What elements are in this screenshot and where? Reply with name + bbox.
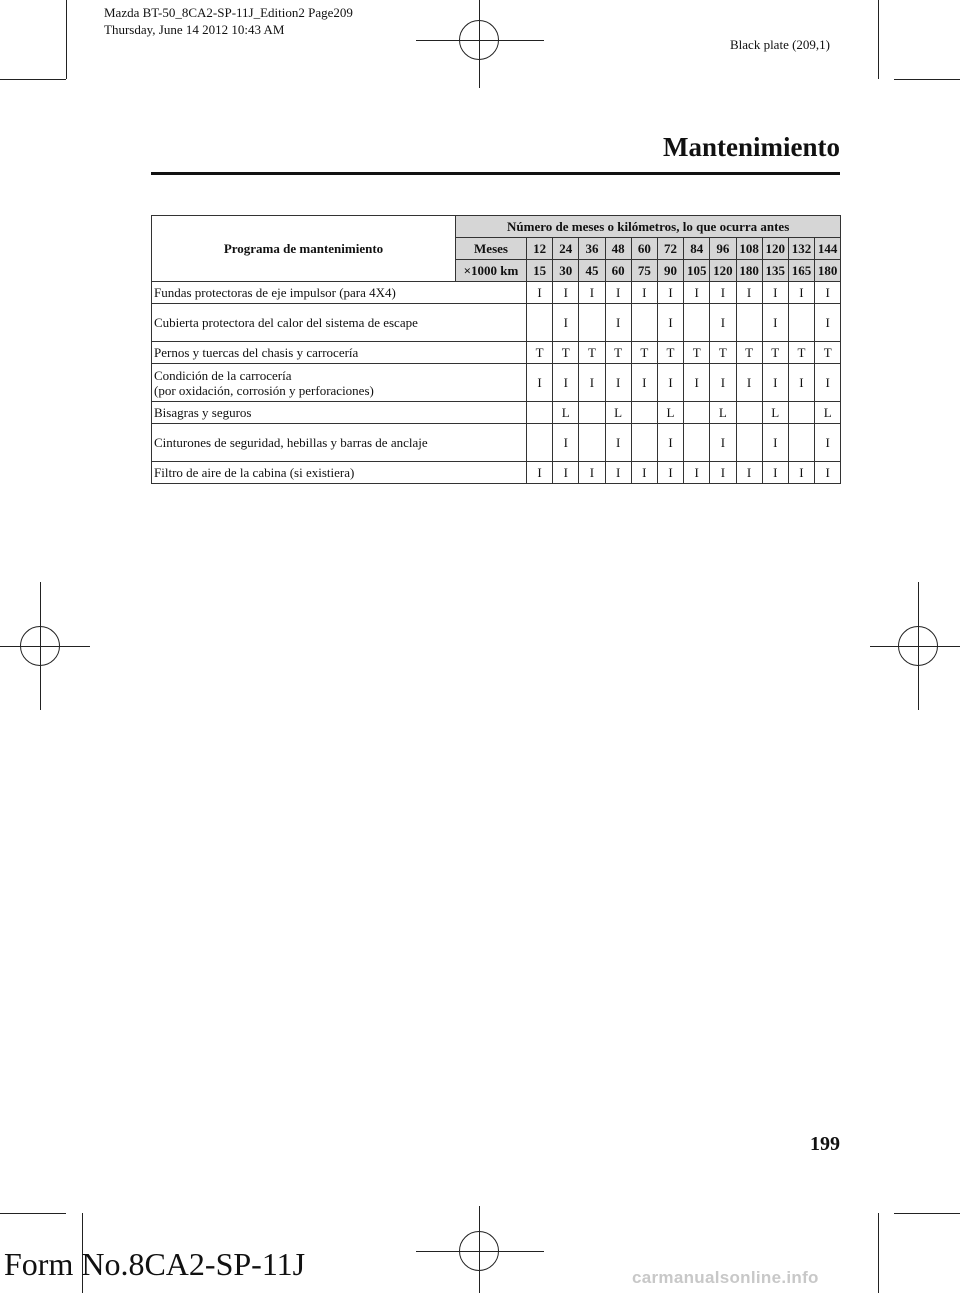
interval-cell: T xyxy=(605,342,631,364)
interval-cell xyxy=(527,424,553,462)
registration-top-circle xyxy=(459,20,499,60)
interval-cell xyxy=(788,402,814,424)
interval-cell: L xyxy=(710,402,736,424)
interval-cell: I xyxy=(657,364,683,402)
interval-cell xyxy=(788,304,814,342)
table-header-row xyxy=(152,216,841,238)
interval-cell: I xyxy=(815,364,841,402)
maintenance-item: Condición de la carrocería (por oxidación, corrosión y perforaciones) xyxy=(152,364,527,402)
interval-cell: I xyxy=(553,304,579,342)
interval-cell xyxy=(527,304,553,342)
page-number: 199 xyxy=(810,1133,840,1155)
interval-cell: I xyxy=(815,304,841,342)
interval-cell: I xyxy=(684,462,710,484)
table-row xyxy=(152,304,841,342)
registration-right-circle xyxy=(898,626,938,666)
registration-left-circle xyxy=(20,626,60,666)
interval-label: Número de meses o kilómetros, lo que ocurra antes xyxy=(456,216,841,238)
form-number: Form No.8CA2-SP-11J xyxy=(4,1246,306,1282)
km-header: 180 xyxy=(815,260,841,282)
month-header: 84 xyxy=(684,238,710,260)
interval-cell: I xyxy=(579,462,605,484)
maintenance-item: Filtro de aire de la cabina (si existiera) xyxy=(152,462,527,484)
interval-cell xyxy=(579,424,605,462)
interval-cell: I xyxy=(553,282,579,304)
km-header: 60 xyxy=(605,260,631,282)
interval-cell: L xyxy=(815,402,841,424)
interval-cell: I xyxy=(788,282,814,304)
km-header: 15 xyxy=(527,260,553,282)
program-label: Programa de mantenimiento xyxy=(152,216,456,282)
interval-cell: I xyxy=(631,462,657,484)
km-header: 135 xyxy=(762,260,788,282)
interval-cell: I xyxy=(815,462,841,484)
maintenance-item: Cinturones de seguridad, hebillas y barras de anclaje xyxy=(152,424,527,462)
maintenance-table xyxy=(151,215,841,484)
interval-cell: I xyxy=(762,304,788,342)
interval-cell: I xyxy=(605,304,631,342)
crop-mark-bottom-right-h xyxy=(894,1213,960,1214)
km-header: 180 xyxy=(736,260,762,282)
interval-cell: I xyxy=(815,424,841,462)
interval-cell xyxy=(788,424,814,462)
km-label: ×1000 km xyxy=(456,260,527,282)
interval-cell: T xyxy=(710,342,736,364)
month-header: 96 xyxy=(710,238,736,260)
plate-label: Black plate (209,1) xyxy=(730,37,830,52)
interval-cell: T xyxy=(527,342,553,364)
interval-cell: I xyxy=(710,462,736,484)
interval-cell xyxy=(684,402,710,424)
maintenance-item: Cubierta protectora del calor del sistema de escape xyxy=(152,304,527,342)
crop-mark-top-right-v xyxy=(878,0,879,79)
interval-cell: I xyxy=(553,364,579,402)
month-header: 144 xyxy=(815,238,841,260)
interval-cell xyxy=(736,402,762,424)
interval-cell: T xyxy=(553,342,579,364)
interval-cell: I xyxy=(710,304,736,342)
month-header: 48 xyxy=(605,238,631,260)
interval-cell xyxy=(527,402,553,424)
table-row xyxy=(152,282,841,304)
crop-mark-bottom-right-v xyxy=(878,1213,879,1293)
interval-cell: I xyxy=(684,364,710,402)
km-header: 120 xyxy=(710,260,736,282)
interval-cell: I xyxy=(579,282,605,304)
table-body xyxy=(152,282,841,484)
interval-cell: I xyxy=(762,424,788,462)
table-row xyxy=(152,402,841,424)
crop-mark-bottom-left-h xyxy=(0,1213,66,1214)
interval-cell: T xyxy=(788,342,814,364)
print-header xyxy=(104,4,353,38)
km-header: 165 xyxy=(788,260,814,282)
month-header: 24 xyxy=(553,238,579,260)
interval-cell: I xyxy=(788,462,814,484)
interval-cell: T xyxy=(631,342,657,364)
section-rule xyxy=(151,172,840,175)
interval-cell xyxy=(579,304,605,342)
interval-cell: I xyxy=(762,282,788,304)
interval-cell: T xyxy=(762,342,788,364)
interval-cell: T xyxy=(684,342,710,364)
maintenance-item: Fundas protectoras de eje impulsor (para 4X4) xyxy=(152,282,527,304)
interval-cell xyxy=(631,424,657,462)
crop-mark-top-left-v xyxy=(66,0,67,79)
interval-cell xyxy=(684,304,710,342)
interval-cell: I xyxy=(527,462,553,484)
interval-cell: I xyxy=(605,282,631,304)
month-header: 60 xyxy=(631,238,657,260)
print-header-file: Mazda BT-50_8CA2-SP-11J_Edition2 Page209 xyxy=(104,5,353,20)
interval-cell: L xyxy=(762,402,788,424)
crop-mark-top-left-h xyxy=(0,79,66,80)
months-label: Meses xyxy=(456,238,527,260)
interval-cell: T xyxy=(657,342,683,364)
watermark: carmanualsonline.info xyxy=(632,1268,819,1287)
interval-cell: I xyxy=(605,364,631,402)
month-header: 72 xyxy=(657,238,683,260)
interval-cell: I xyxy=(657,462,683,484)
interval-cell: T xyxy=(579,342,605,364)
interval-cell: L xyxy=(553,402,579,424)
interval-cell: I xyxy=(527,282,553,304)
maintenance-item: Pernos y tuercas del chasis y carrocería xyxy=(152,342,527,364)
interval-cell: I xyxy=(527,364,553,402)
interval-cell: I xyxy=(762,364,788,402)
section-title: Mantenimiento xyxy=(663,132,840,162)
interval-cell: I xyxy=(736,462,762,484)
interval-cell: L xyxy=(657,402,683,424)
interval-cell xyxy=(736,424,762,462)
interval-cell: I xyxy=(710,364,736,402)
month-header: 108 xyxy=(736,238,762,260)
interval-cell: I xyxy=(631,364,657,402)
interval-cell: I xyxy=(762,462,788,484)
month-header: 12 xyxy=(527,238,553,260)
interval-cell xyxy=(684,424,710,462)
interval-cell xyxy=(736,304,762,342)
table-row xyxy=(152,424,841,462)
interval-cell: I xyxy=(736,364,762,402)
interval-cell: I xyxy=(553,462,579,484)
km-header: 75 xyxy=(631,260,657,282)
interval-cell: I xyxy=(631,282,657,304)
interval-cell xyxy=(631,402,657,424)
interval-cell xyxy=(579,402,605,424)
interval-cell: T xyxy=(815,342,841,364)
table-row xyxy=(152,462,841,484)
interval-cell: L xyxy=(605,402,631,424)
interval-cell: I xyxy=(605,462,631,484)
interval-cell: I xyxy=(605,424,631,462)
interval-cell: I xyxy=(815,282,841,304)
interval-cell: I xyxy=(657,304,683,342)
interval-cell: I xyxy=(553,424,579,462)
crop-mark-top-right-h xyxy=(894,79,960,80)
interval-cell: I xyxy=(710,424,736,462)
registration-bottom-circle xyxy=(459,1231,499,1271)
interval-cell xyxy=(631,304,657,342)
interval-cell: I xyxy=(657,424,683,462)
month-header: 36 xyxy=(579,238,605,260)
print-header-date: Thursday, June 14 2012 10:43 AM xyxy=(104,22,285,37)
interval-cell: I xyxy=(684,282,710,304)
km-header: 30 xyxy=(553,260,579,282)
km-header: 90 xyxy=(657,260,683,282)
interval-cell: I xyxy=(657,282,683,304)
interval-cell: I xyxy=(788,364,814,402)
month-header: 120 xyxy=(762,238,788,260)
interval-cell: I xyxy=(736,282,762,304)
km-header: 45 xyxy=(579,260,605,282)
km-header: 105 xyxy=(684,260,710,282)
maintenance-item: Bisagras y seguros xyxy=(152,402,527,424)
interval-cell: I xyxy=(579,364,605,402)
interval-cell: T xyxy=(736,342,762,364)
table-row xyxy=(152,342,841,364)
table-row xyxy=(152,364,841,402)
interval-cell: I xyxy=(710,282,736,304)
month-header: 132 xyxy=(788,238,814,260)
